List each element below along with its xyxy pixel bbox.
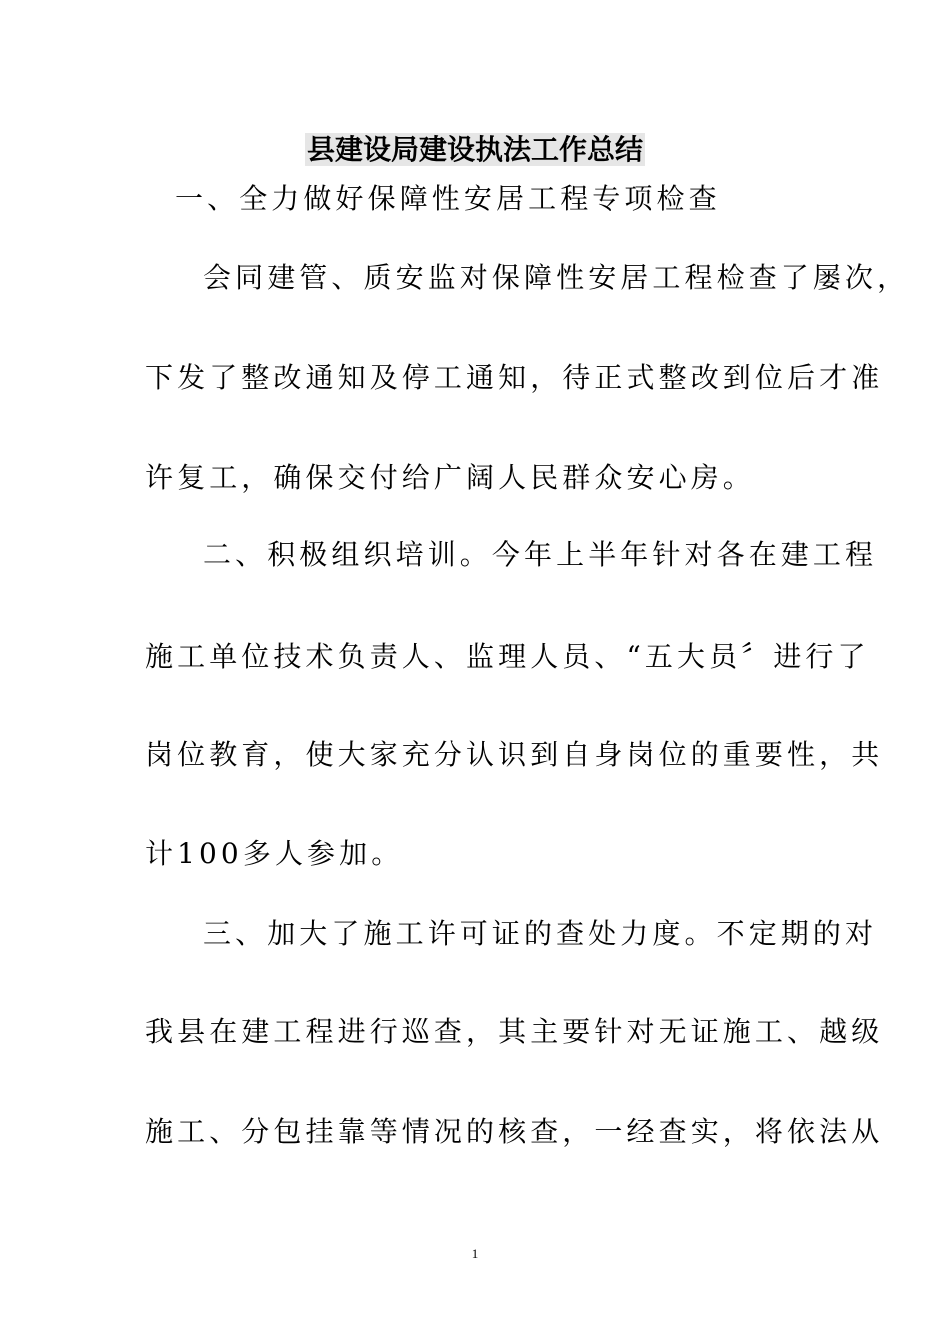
- paragraph-line: 施工单位技术负责人、监理人员、“五大员〞进行了: [145, 640, 870, 673]
- paragraph-line: 下发了整改通知及停工通知，待正式整改到位后才准: [145, 361, 884, 394]
- paragraph-line: 会同建管、质安监对保障性安居工程检查了屡次，: [203, 261, 910, 294]
- section-heading: 一、全力做好保障性安居工程专项检查: [175, 182, 721, 215]
- paragraph-line: 二、积极组织培训。今年上半年针对各在建工程: [203, 538, 878, 571]
- paragraph-line: 计100多人参加。: [145, 837, 404, 870]
- page-title: [0, 128, 950, 172]
- page-title-text: 县建设局建设执法工作总结: [306, 133, 643, 166]
- page-number: 1: [471, 1246, 479, 1261]
- paragraph-line: 许复工，确保交付给广阔人民群众安心房。: [145, 461, 755, 494]
- paragraph-line: 岗位教育，使大家充分认识到自身岗位的重要性，共: [145, 738, 884, 771]
- paragraph-line: 三、加大了施工许可证的查处力度。不定期的对: [203, 917, 878, 950]
- paragraph-line: 施工、分包挂靠等情况的核查，一经查实，将依法从: [145, 1115, 884, 1148]
- paragraph-line: 我县在建工程进行巡查，其主要针对无证施工、越级: [145, 1015, 884, 1048]
